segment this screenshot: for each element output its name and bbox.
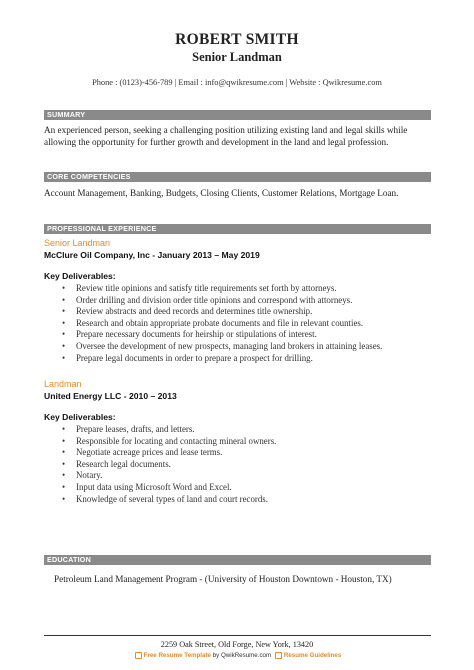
footer-links bbox=[0, 652, 474, 659]
list-item: • Prepare necessary documents for heirship or stipulations of interest. bbox=[62, 329, 317, 340]
list-item: • Review title opinions and satisfy title requirements set forth by attorneys. bbox=[62, 283, 337, 293]
bullet-icon: • bbox=[62, 340, 66, 351]
bullet-icon: • bbox=[62, 352, 66, 363]
list-item: • Research legal documents. bbox=[62, 458, 171, 469]
competencies-heading: CORE COMPETENCIES bbox=[44, 172, 431, 182]
list-item: • Review abstracts and deed records and determines title ownership. bbox=[62, 306, 313, 317]
job-title: Senior Landman bbox=[44, 238, 111, 248]
bullet-icon: • bbox=[62, 294, 66, 305]
list-item: • Input data using Microsoft Word and Excel. bbox=[62, 481, 232, 492]
footer-address: 2259 Oak Street, Old Forge, New York, 13420 bbox=[160, 640, 314, 649]
job-company: McClure Oil Company, Inc - January 2013 – May 2019 bbox=[44, 250, 260, 260]
list-item: • Negotiate acreage prices and lease terms. bbox=[62, 447, 223, 458]
guidelines-icon bbox=[275, 652, 282, 659]
experience-heading: PROFESSIONAL EXPERIENCE bbox=[44, 224, 431, 234]
candidate-name: ROBERT SMITH bbox=[175, 31, 299, 48]
list-item: • Knowledge of several types of land and court records. bbox=[62, 493, 268, 504]
bullet-icon: • bbox=[62, 470, 66, 481]
bullet-icon: • bbox=[62, 283, 66, 293]
list-item: • Responsible for locating and contacting mineral owners. bbox=[62, 435, 277, 446]
summary-heading: SUMMARY bbox=[44, 110, 431, 120]
education-heading: EDUCATION bbox=[44, 555, 431, 565]
bullet-icon: • bbox=[62, 424, 66, 434]
list-item: • Notary. bbox=[62, 470, 103, 481]
bullet-icon: • bbox=[62, 493, 66, 504]
job-bullets bbox=[44, 424, 431, 505]
list-item: • Prepare legal documents in order to prepare a prospect for drilling. bbox=[62, 352, 313, 363]
education-text: Petroleum Land Management Program - (University of Houston Downtown - Houston, TX) bbox=[54, 574, 392, 584]
bullet-icon: • bbox=[62, 306, 66, 317]
list-item: • Research and obtain appropriate probate documents and file in relevant counties. bbox=[62, 317, 364, 328]
bullet-icon: • bbox=[62, 435, 66, 446]
list-item: • Oversee the development of new prospects, managing land brokers in attaining leases. bbox=[62, 340, 383, 351]
key-deliverables-label: Key Deliverables: bbox=[44, 271, 116, 281]
guidelines-link[interactable]: Resume Guidelines bbox=[283, 652, 342, 660]
free-template-link[interactable]: Free Resume Template bbox=[143, 652, 211, 660]
contact-line: Phone : (0123)-456-789 | Email : info@qwikresume.com | Website : Qwikresume.com bbox=[92, 78, 382, 87]
competencies-text: Account Management, Banking, Budgets, Closing Clients, Customer Relations, Mortgage Loan. bbox=[44, 188, 399, 198]
summary-text: An experienced person, seeking a challenging position utilizing existing land and legal skills while allowing the opportunity for further growth and development in the land and legal profession. bbox=[44, 125, 408, 147]
bullet-icon: • bbox=[62, 447, 66, 458]
job-bullets bbox=[44, 283, 431, 364]
bullet-icon: • bbox=[62, 329, 66, 340]
key-deliverables-label: Key Deliverables: bbox=[44, 412, 116, 422]
footer-by: by QwikResume.com bbox=[212, 652, 272, 660]
footer-divider bbox=[44, 635, 431, 636]
list-item: • Prepare leases, drafts, and letters. bbox=[62, 424, 195, 434]
list-item: • Order drilling and division order title opinions and correspond with attorneys. bbox=[62, 294, 353, 305]
bullet-icon: • bbox=[62, 317, 66, 328]
job-title: Landman bbox=[44, 379, 82, 389]
template-icon bbox=[135, 652, 142, 659]
job-company: United Energy LLC - 2010 – 2013 bbox=[44, 391, 177, 401]
bullet-icon: • bbox=[62, 458, 66, 469]
bullet-icon: • bbox=[62, 481, 66, 492]
candidate-role: Senior Landman bbox=[192, 50, 282, 64]
